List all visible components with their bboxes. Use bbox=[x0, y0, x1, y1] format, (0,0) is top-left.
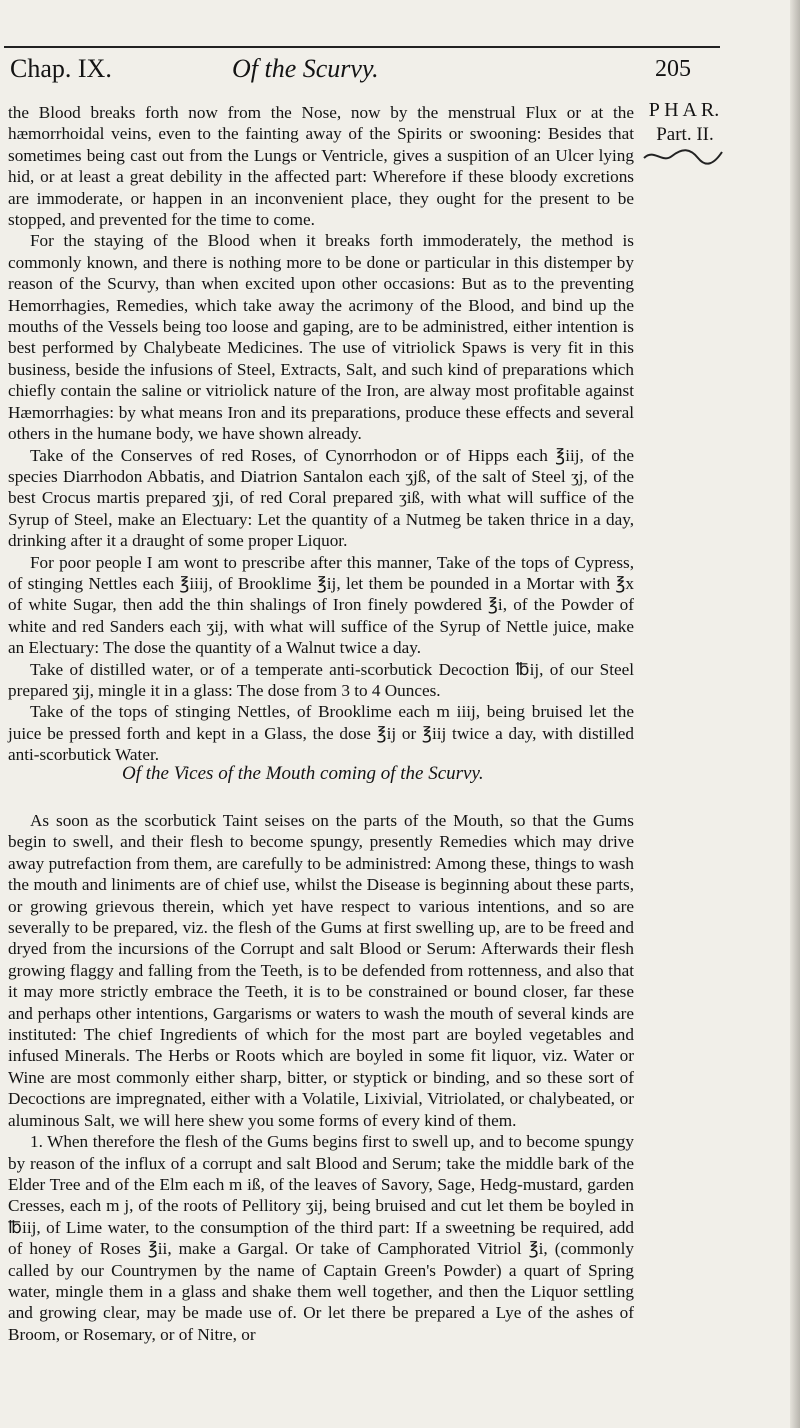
paragraph: For the staying of the Blood when it breaks forth immoderately, the method is commonly known, and there is nothing more to be done or particular in this distemper by reason of the Scurvy, than when excited upon other occasions: But as to the preventing Hemorrhagies, Remedies, which take away the acrimony of the Blood, and bind up the mouths of the Vessels being too loose and gaping, are to be administred, either intention is best performed by Chalybeate Medicines. The use of vitriolick Spaws is very fit in this business, beside the infusions of Steel, Extracts, Salt, and such kind of preparations which chiefly contain the saline or vitriolick nature of the Iron, are alway most profitable against Hæmorrhagies: by what means Iron and its preparations, produce these effects and several others in the humane body, we have shown already. bbox=[8, 231, 634, 444]
paragraph: the Blood breaks forth now from the Nose, now by the menstrual Flux or at the hæmorrhoidal veins, even to the fainting away of the Spirits or swooning: Besides that sometimes being cast out from the Lungs or Ventricle, gives a suspition of an Ulcer lying hid, or at least a great debility in the affected part: Wherefore if these bloody excretions are immoderate, or happen in an inconvenient place, they ought for the present to be stopped, and prevented for the time to come. bbox=[8, 103, 634, 230]
paragraph: Take of the Conserves of red Roses, of Cynorrhodon or of Hipps each ℥iij, of the species Diarrhodon Abbatis, and Diatrion Santalon each ʒjß, of the salt of Steel ʒj, of the best Crocus martis prepared ʒji, of red Coral prepared ʒiß, with what will suffice of the Syrup of Steel, make an Electuary: Let the quantity of a Nutmeg be taken thrice in a day, drinking after it a draught of some proper Liquor. bbox=[8, 445, 634, 551]
paragraph: For poor people I am wont to prescribe after this manner, Take of the tops of Cypress, of stinging Nettles each ℥iiij, of Brooklime ℥ij, let them be pounded in a Mortar with ℥x of white Sugar, then add the thin shalings of Iron finely powdered ℥i, of the Powder of white and red Sanders each ʒij, with what will suffice of the Syrup of Nettle juice, make an Electuary: The dose the quantity of a Walnut twice a day. bbox=[8, 552, 634, 658]
section-heading: Of the Vices of the Mouth coming of the Scurvy. bbox=[122, 763, 484, 784]
running-head-title: Of the Scurvy. bbox=[232, 54, 379, 83]
paragraph: As soon as the scorbutick Taint seises on the parts of the Mouth, so that the Gums begin to swell, and their flesh to become spungy, presently Remedies which may drive away putrefaction from them, are carefully to be administred: Among these, things to wash the mouth and liniments are of chief use, whilst the Disease is beginning about these parts, or growing grievous therein, which yet have respect to various intentions, and so are severally to be prepared, viz. the flesh of the Gums at first swelling up, are to be freed and dryed from the incursions of the Corrupt and salt Blood or Serum: Afterwards their flesh growing flaggy and falling from the Teeth, is to be defended from rottenness, and also that it may more strictly embrace the Teeth, it is to be constrained or bound closer, far these and perhaps other intentions, Gargarisms or waters to wash the mouth of several kinds are instituted: The chief Ingredients of which for the most part are boyled vegetables and infused Minerals. The Herbs or Roots which are boyled in some fit liquor, viz. Water or Wine are most commonly either sharp, bitter, or styptick or binding, and so these sort of Decoctions are impregnated, either with a Volatile, Lixivial, Vitriolated, or chalybeated, or aluminous Salt, we will here shew you some forms of every kind of them. bbox=[8, 811, 634, 1130]
flourish-ornament bbox=[640, 146, 726, 166]
paragraph: Take of the tops of stinging Nettles, of Brooklime each m iiij, being bruised let the juice be pressed forth and kept in a Glass, the dose ℥ij or ℥iij twice a day, with distilled anti-scorbutick Water. bbox=[8, 702, 634, 765]
paragraph: 1. When therefore the flesh of the Gums begins first to swell up, and to become spungy by reason of the influx of a corrupt and salt Blood and Serum; take the middle bark of the Elder Tree and of the Elm each m iß, of the leaves of Savory, Sage, Hedg-mustard, garden Cresses, each m j, of the roots of Pellitory ʒij, being bruised and cut let them be boyled in ℔iij, of Lime water, to the consumption of the third part: If a sweetning be required, add of honey of Roses ℥ii, make a Gargal. Or take of Camphorated Vitriol ℥i, (commonly called by our Countrymen by the name of Captain Green's Powder) a quart of Spring water, mingle them in a glass and shake them well together, and then the Liquor settling and growing clear, may be made use of. Or let there be prepared a Lye of the ashes of Broom, or Rosemary, or of Nitre, or bbox=[8, 1132, 634, 1344]
margin-title: P H A R. bbox=[648, 99, 720, 121]
page-gutter-shadow bbox=[790, 0, 800, 1428]
margin-part: Part. II. bbox=[656, 124, 714, 145]
main-text bbox=[8, 102, 634, 766]
section-text bbox=[8, 810, 634, 1345]
header-rule bbox=[4, 46, 720, 48]
page-number: 205 bbox=[655, 56, 691, 82]
paragraph: Take of distilled water, or of a temperate anti-scorbutick Decoction ℔ij, of our Steel prepared ʒij, mingle it in a glass: The dose from 3 to 4 Ounces. bbox=[8, 659, 634, 700]
running-head-chapter: Chap. IX. bbox=[10, 54, 112, 83]
